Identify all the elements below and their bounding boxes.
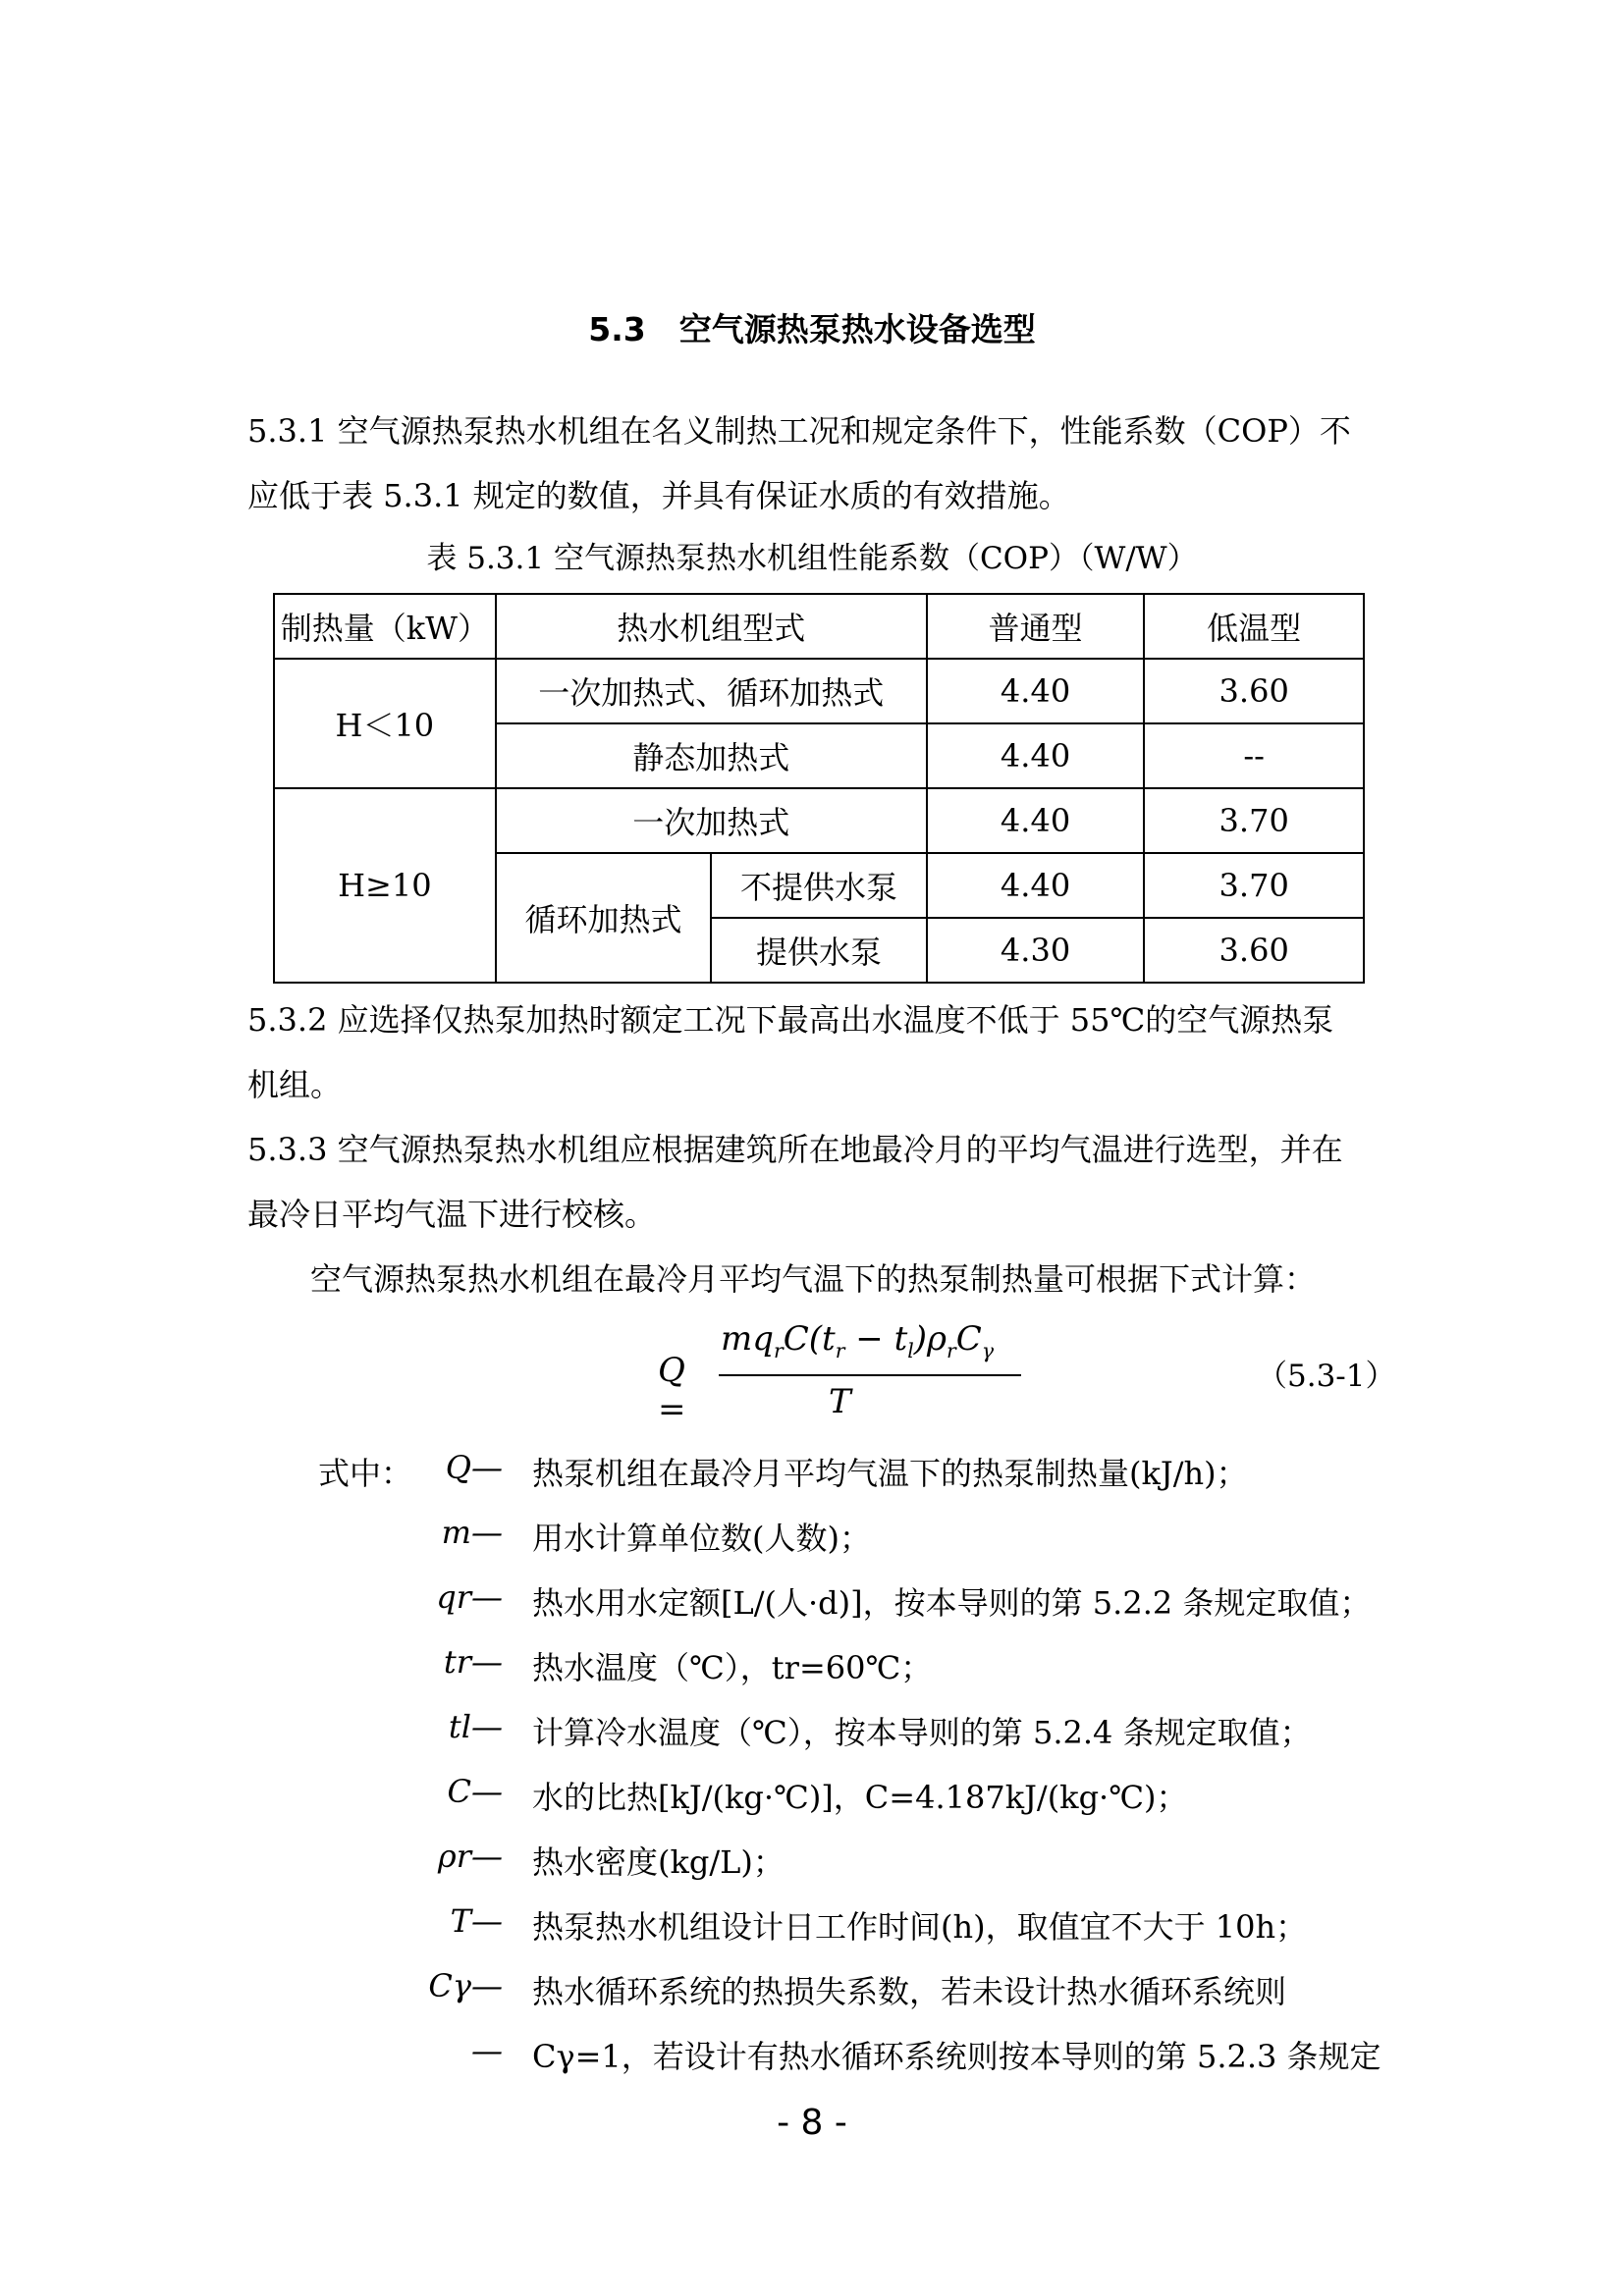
definition-text: Cγ=1，若设计有热水循环系统则按本导则的第 5.2.3 条规定	[532, 2038, 1381, 2075]
symbol: Q—	[445, 1449, 503, 1486]
symbol: ρr—	[437, 1838, 503, 1875]
type-cell: 静态加热式	[496, 723, 927, 788]
value-cell: 3.70	[1144, 853, 1364, 918]
value-cell: 4.40	[927, 723, 1145, 788]
equation-number: （5.3-1）	[1257, 1359, 1396, 1394]
value-cell: 3.60	[1144, 659, 1364, 723]
value-cell: --	[1144, 723, 1364, 788]
clause-line: 5.3.3 空气源热泵热水机组应根据建筑所在地最冷月的平均气温进行选型，并在	[247, 1131, 1343, 1168]
symbol: tl—	[448, 1708, 503, 1745]
formula-numerator: $mq_rC(t_r - t_l)\rho_rC_\gamma$	[721, 1319, 994, 1362]
definition-text: 热水密度(kg/L)；	[532, 1843, 785, 1881]
capacity-cell: H≥10	[274, 788, 496, 983]
clause-line: 空气源热泵热水机组在最冷月平均气温下的热泵制热量可根据下式计算：	[310, 1260, 1317, 1298]
header-cell: 热水机组型式	[496, 594, 927, 659]
clause-line: 机组。	[247, 1066, 343, 1103]
section-title: 空气源热泵热水设备选型	[678, 310, 1036, 348]
symbol: Cγ—	[428, 1967, 503, 2004]
symbol: qr—	[436, 1578, 503, 1616]
capacity-cell: H＜10	[274, 659, 496, 788]
clause-line: 应低于表 5.3.1 规定的数值，并具有保证水质的有效措施。	[247, 477, 1070, 514]
header-cell: 低温型	[1144, 594, 1364, 659]
definition-text: 热泵热水机组设计日工作时间(h)，取值宜不大于 10h；	[532, 1908, 1308, 1946]
definition-text: 计算冷水温度（℃），按本导则的第 5.2.4 条规定取值；	[532, 1714, 1312, 1751]
formula-denominator: T	[829, 1382, 851, 1421]
definition-text: 热泵机组在最冷月平均气温下的热泵制热量(kJ/h)；	[532, 1455, 1248, 1492]
clause-line: 5.3.1 空气源热泵热水机组在名义制热工况和规定条件下，性能系数（COP）不	[247, 412, 1351, 450]
value-cell: 4.40	[927, 788, 1145, 853]
symbol: T—	[450, 1902, 503, 1940]
value-cell: 3.60	[1144, 918, 1364, 983]
value-cell: 4.40	[927, 659, 1145, 723]
header-cell: 制热量（kW）	[274, 594, 496, 659]
section-number: 5.3	[588, 310, 646, 348]
definition-text: 热水循环系统的热损失系数，若未设计热水循环系统则	[532, 1973, 1287, 2010]
type-cell: 一次加热式、循环加热式	[496, 659, 927, 723]
header-cell: 普通型	[927, 594, 1145, 659]
value-cell: 4.40	[927, 853, 1145, 918]
definition-text: 水的比热[kJ/(kg·℃)]，C=4.187kJ/(kg·℃)；	[532, 1779, 1188, 1816]
definition-text: 热水温度（℃），tr=60℃；	[532, 1649, 933, 1686]
clause-line: 5.3.2 应选择仅热泵加热时额定工况下最高出水温度不低于 55℃的空气源热泵	[247, 1001, 1334, 1039]
value-cell: 3.70	[1144, 788, 1364, 853]
definition-text: 热水用水定额[L/(人·d)]，按本导则的第 5.2.2 条规定取值；	[532, 1584, 1372, 1622]
symbol: tr—	[443, 1643, 503, 1681]
type-cell: 一次加热式	[496, 788, 927, 853]
subtype-cell: 不提供水泵	[711, 853, 927, 918]
symbol: C—	[447, 1773, 503, 1810]
symbol: m—	[441, 1514, 503, 1551]
page-number: - 8 -	[777, 2103, 847, 2143]
symbol: —	[471, 2032, 503, 2069]
definition-text: 用水计算单位数(人数)；	[532, 1520, 871, 1557]
subtype-cell: 提供水泵	[711, 918, 927, 983]
type-cell: 循环加热式	[496, 853, 712, 983]
definitions-lead: 式中：	[318, 1455, 413, 1492]
formula-lhs: Q =	[658, 1351, 686, 1429]
clause-line: 最冷日平均气温下进行校核。	[247, 1196, 657, 1233]
table-caption: 表 5.3.1 空气源热泵热水机组性能系数（COP）（W/W）	[426, 541, 1198, 576]
value-cell: 4.30	[927, 918, 1145, 983]
